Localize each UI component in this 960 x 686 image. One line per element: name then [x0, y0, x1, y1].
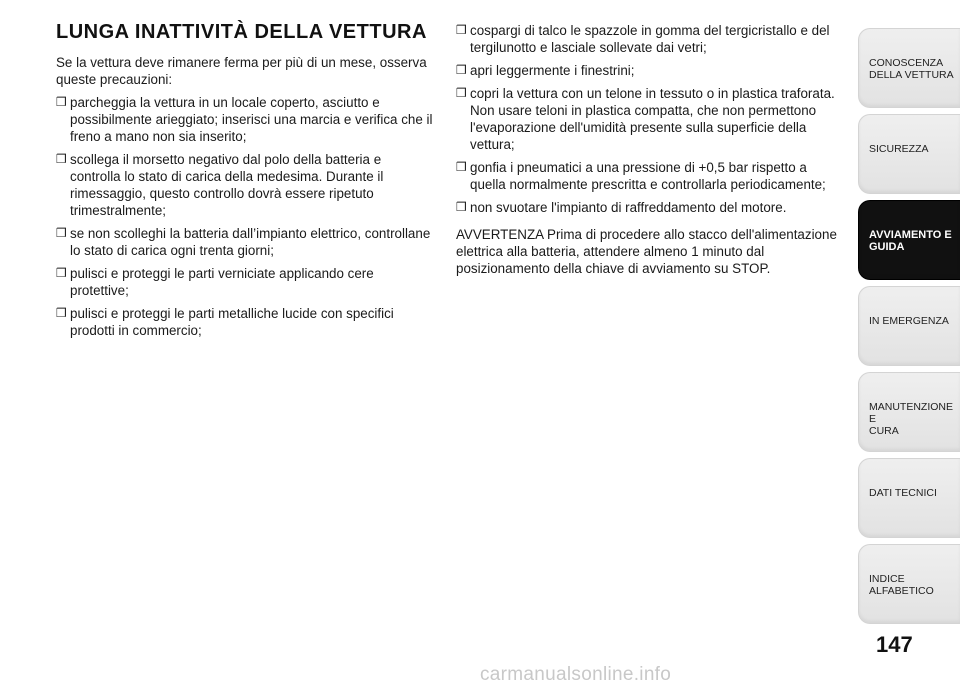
checkbox-bullet-icon: ❒ [56, 95, 67, 109]
list-item: ❒ pulisci e proteggi le parti metalliche lucide con specifici prodotti in commercio; [56, 306, 394, 338]
tab-dati-tecnici[interactable]: DATI TECNICI [858, 458, 960, 538]
list-item: ❒ cospargi di talco le spazzole in gomma del tergicristallo e del tergilunotto e lasciale sollevate dai vetri; [456, 23, 830, 55]
right-precautions-list [456, 22, 840, 216]
section-title: LUNGA INATTIVITÀ DELLA VETTURA [56, 21, 427, 43]
tab-indice-alfabetico[interactable]: INDICE ALFABETICO [858, 544, 960, 624]
list-item: ❒ non svuotare l'impianto di raffreddamento del motore. [456, 200, 787, 215]
list-item: ❒ se non scolleghi la batteria dall’impianto elettrico, controllane lo stato di carica ogni trenta giorni; [56, 226, 431, 258]
chapter-tabs [858, 28, 960, 630]
warning-note: AVVERTENZA Prima di procedere allo stacco dell'alimentazione elettrica alla batteria, attendere almeno 1 minuto dal posizionamento della chiave di avviamento su STOP. [456, 227, 837, 276]
watermark: carmanualsonline.info [480, 664, 672, 685]
checkbox-bullet-icon: ❒ [56, 306, 67, 320]
tab-sicurezza[interactable]: SICUREZZA [858, 114, 960, 194]
checkbox-bullet-icon: ❒ [456, 86, 467, 100]
tab-conoscenza-della-vettura[interactable]: CONOSCENZA DELLA VETTURA [858, 28, 960, 108]
tab-in-emergenza[interactable]: IN EMERGENZA [858, 286, 960, 366]
tab-avviamento-e-guida[interactable]: AVVIAMENTO E GUIDA [858, 200, 960, 280]
list-item: ❒ copri la vettura con un telone in tessuto o in plastica traforata. Non usare teloni in plastica compatta, che non permettono l'evaporazione dell'umidità presente sulla superficie della vettura; [456, 86, 835, 152]
page-number: 147 [876, 632, 913, 657]
checkbox-bullet-icon: ❒ [456, 200, 467, 214]
checkbox-bullet-icon: ❒ [456, 23, 467, 37]
left-precautions-list [56, 94, 434, 339]
list-item: ❒ gonfia i pneumatici a una pressione di +0,5 bar rispetto a quella normalmente prescritta e controllarla periodicamente; [456, 160, 826, 192]
checkbox-bullet-icon: ❒ [56, 152, 67, 166]
tab-manutenzione-e-cura[interactable]: MANUTENZIONE E CURA [858, 372, 960, 452]
checkbox-bullet-icon: ❒ [456, 63, 467, 77]
intro-paragraph: Se la vettura deve rimanere ferma per più di un mese, osserva queste precauzioni: [56, 55, 427, 87]
list-item: ❒ parcheggia la vettura in un locale coperto, asciutto e possibilmente arieggiato; inserisci una marcia e verifica che il freno a mano non sia inserito; [56, 95, 433, 144]
list-item: ❒ pulisci e proteggi le parti verniciate applicando cere protettive; [56, 266, 374, 298]
checkbox-bullet-icon: ❒ [56, 266, 67, 280]
left-column [56, 22, 434, 345]
checkbox-bullet-icon: ❒ [56, 226, 67, 240]
list-item: ❒ scollega il morsetto negativo dal polo della batteria e controlla lo stato di carica della medesima. Durante il rimessaggio, questo controllo dovrà essere ripetuto trimestralmente; [56, 152, 384, 218]
right-column [456, 22, 840, 283]
checkbox-bullet-icon: ❒ [456, 160, 467, 174]
list-item: ❒ apri leggermente i finestrini; [456, 63, 635, 78]
